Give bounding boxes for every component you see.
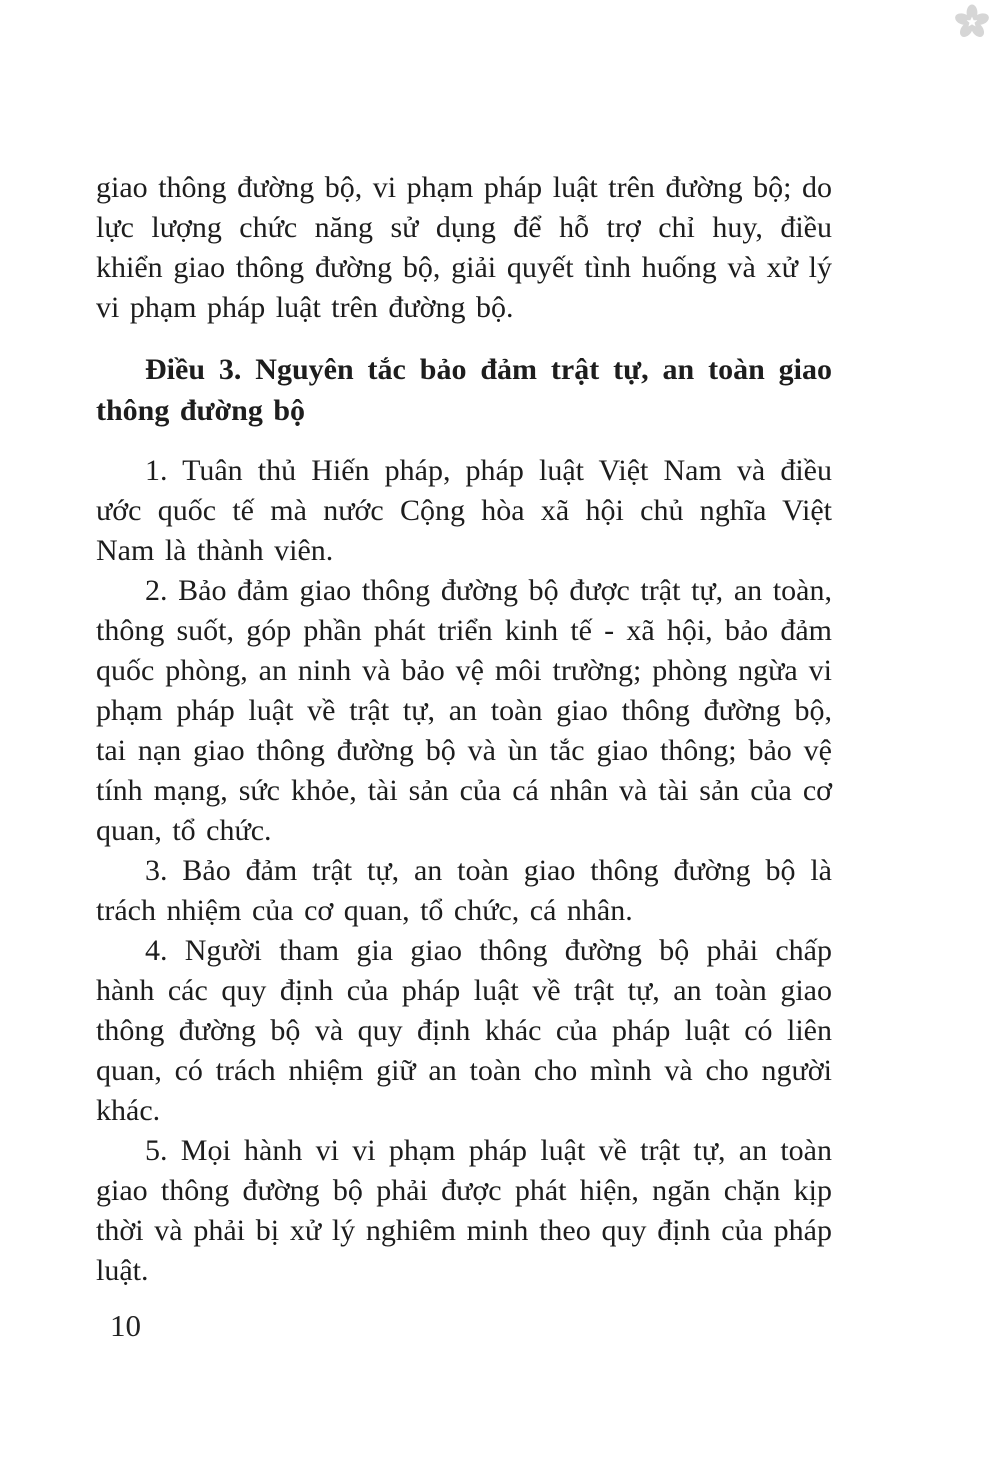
paragraph-continuation: giao thông đường bộ, vi phạm pháp luật trên đường bộ; do lực lượng chức năng sử dụng để hỗ trợ chỉ huy, điều khiển giao thông đường bộ, giải quyết tình huống và xử lý vi phạm pháp luật trên đường bộ. (96, 171, 832, 324)
clause-1: 1. Tuân thủ Hiến pháp, pháp luật Việt Nam và điều ước quốc tế mà nước Cộng hòa xã hội chủ nghĩa Việt Nam là thành viên. (96, 454, 832, 567)
clause-4: 4. Người tham gia giao thông đường bộ phải chấp hành các quy định của pháp luật về trật tự, an toàn giao thông đường bộ và quy định khác của pháp luật có liên quan, có trách nhiệm giữ an toàn cho mình và cho người khác. (96, 934, 832, 1127)
clause-3: 3. Bảo đảm trật tự, an toàn giao thông đường bộ là trách nhiệm của cơ quan, tổ chức, cá nhân. (96, 854, 832, 927)
page-number: 10 (110, 1308, 141, 1343)
clause-2: 2. Bảo đảm giao thông đường bộ được trật tự, an toàn, thông suốt, góp phần phát triển kinh tế - xã hội, bảo đảm quốc phòng, an ninh và bảo vệ môi trường; phòng ngừa vi phạm pháp luật về trật tự, an toàn giao thông đường bộ, tai nạn giao thông đường bộ và ùn tắc giao thông; bảo vệ tính mạng, sức khỏe, tài sản của cá nhân và tài sản của cơ quan, tổ chức. (96, 574, 832, 847)
flower-ornament-icon (954, 4, 990, 40)
text-column (96, 168, 832, 1291)
article-3-heading: Điều 3. Nguyên tắc bảo đảm trật tự, an toàn giao thông đường bộ (96, 353, 832, 427)
clause-5: 5. Mọi hành vi vi phạm pháp luật về trật tự, an toàn giao thông đường bộ phải được phát hiện, ngăn chặn kịp thời và phải bị xử lý nghiêm minh theo quy định của pháp luật. (96, 1134, 832, 1287)
